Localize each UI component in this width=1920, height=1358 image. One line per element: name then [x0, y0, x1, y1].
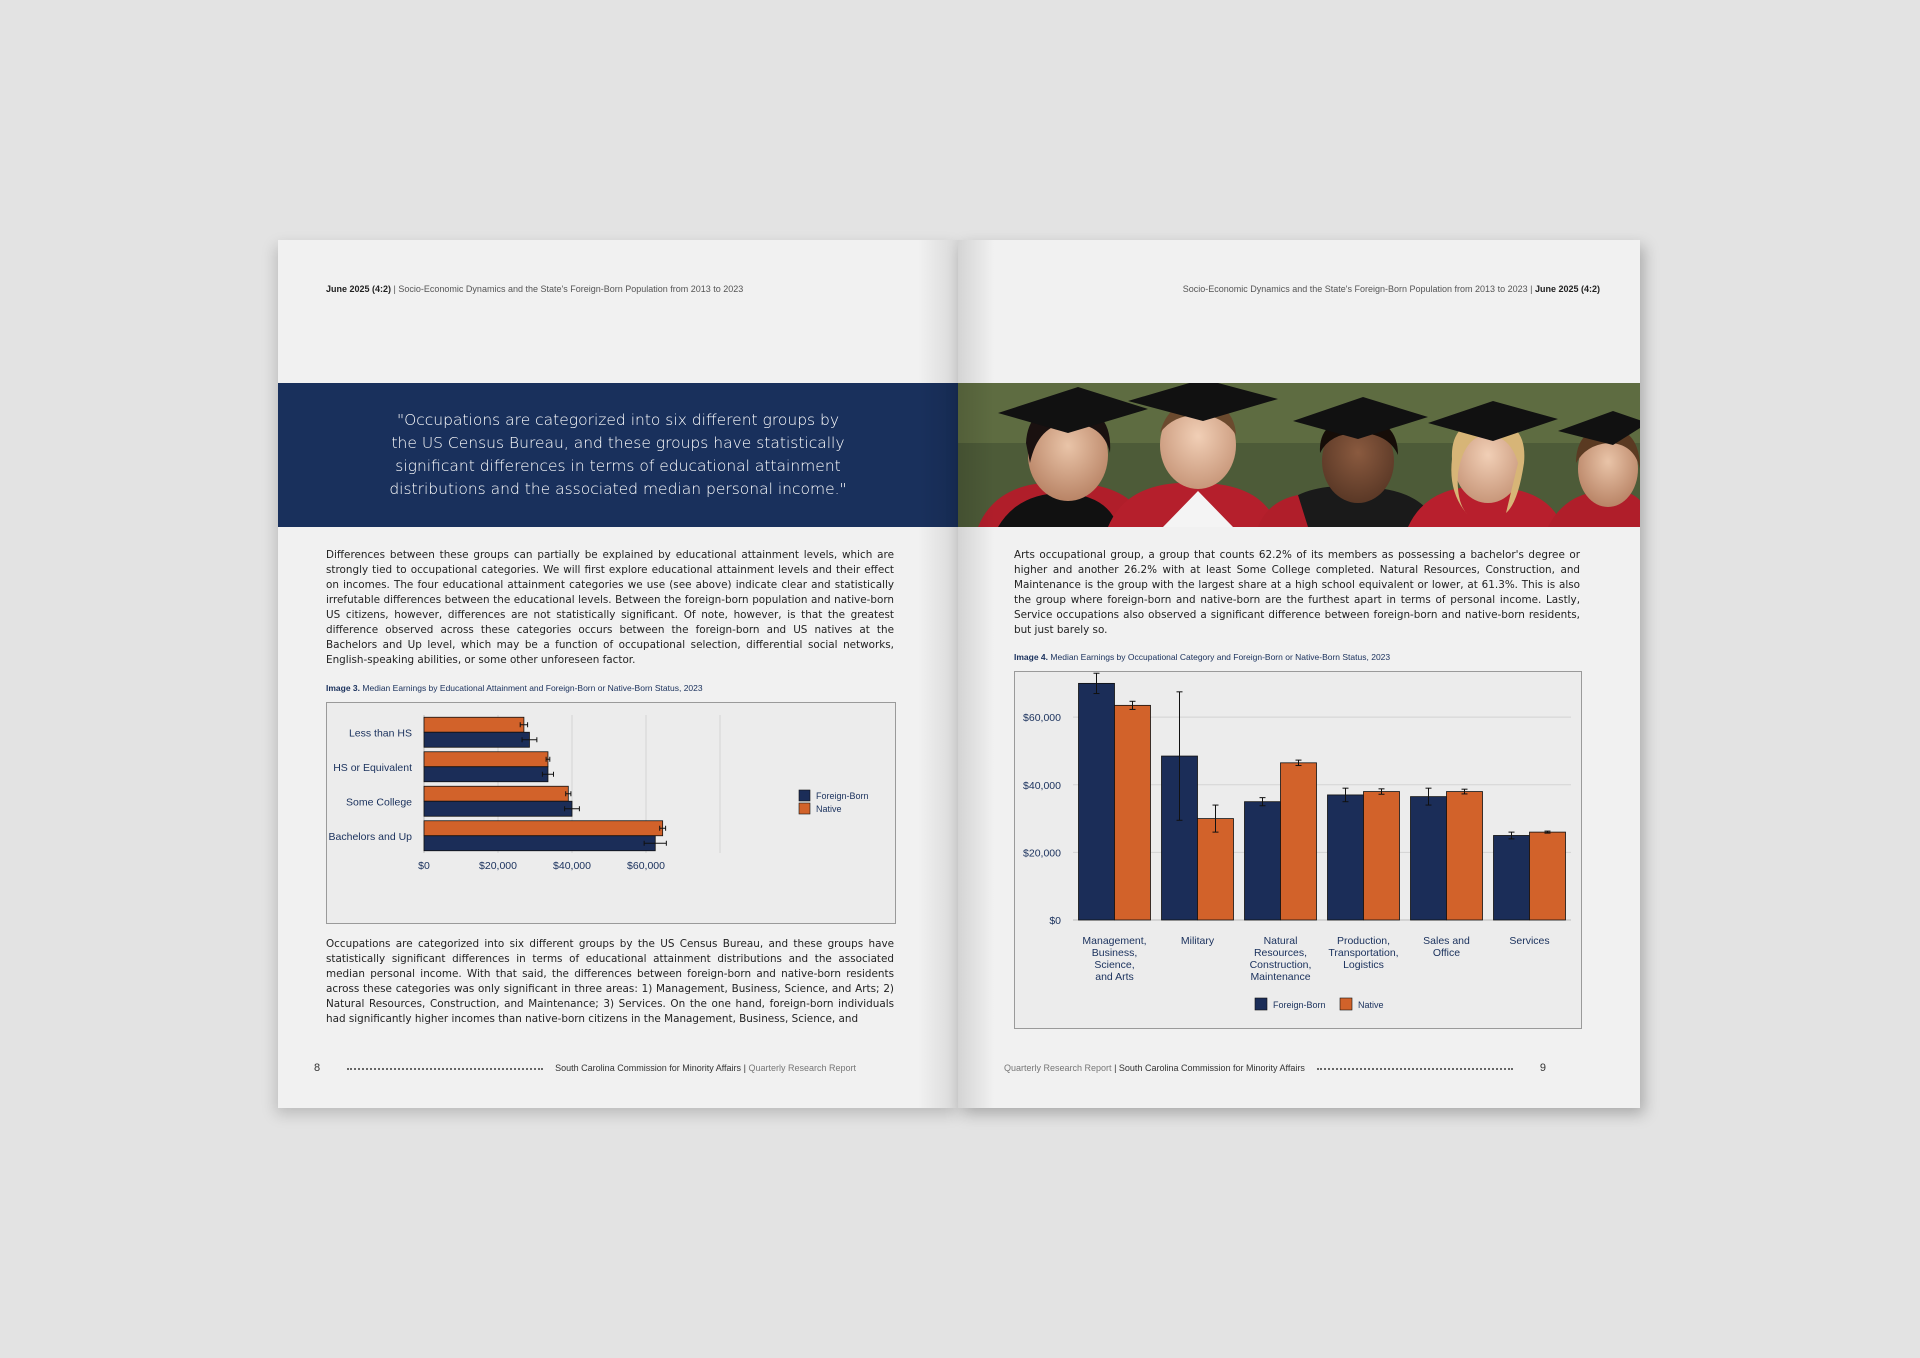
- legend-swatch: [1340, 998, 1352, 1010]
- gutter-shadow: [958, 240, 994, 1108]
- category-label: [1509, 935, 1549, 947]
- right-page: [958, 240, 1640, 1108]
- category-label-line: Management,: [1082, 935, 1147, 947]
- issue-label: June 2025 (4:2): [1534, 284, 1600, 294]
- body-paragraph: Differences between these groups can partially be explained by educational attainment levels, which are strongly tied to occupational categories. We will first explore educational attainment levels and their effect on incomes. The four educational attainment categories we use (see above) indicate clear and statistically irrefutable differences between the educational levels. Between the foreign-born population and native-born US citizens, however, differences are not statistically significant. Of note, however, is that the greatest difference observed across these categories occurs between the foreign-born and US natives at the Bachelors and Up level, which may be a function of occupational selection, differential social networks, English-speaking abilities, or some other unforeseen factor.: [326, 549, 894, 666]
- caption-text: Median Earnings by Educational Attainment and Foreign-Born or Native-Born Status, 2023: [362, 683, 703, 693]
- pull-quote: "Occupations are categorized into six different groups by the US Census Bureau, and these groups have statistically significant differences in terms of educational attainment distributions and the associated median personal income.": [389, 411, 847, 498]
- bar: [1447, 792, 1483, 920]
- report-title: Socio-Economic Dynamics and the State's Foreign-Born Population from 2013 to 2023: [1182, 284, 1528, 294]
- separator: |: [1530, 284, 1533, 294]
- earnings-education-chart: [326, 702, 896, 924]
- separator: |: [1114, 1063, 1117, 1073]
- bar: [424, 717, 524, 732]
- bar: [424, 801, 572, 816]
- caption-label: Image 4.: [1014, 652, 1049, 662]
- bar: [1198, 819, 1234, 920]
- category-label-line: Military: [1180, 935, 1215, 947]
- category-label: [1423, 935, 1470, 959]
- bar: [1115, 705, 1151, 920]
- bar: [424, 821, 663, 836]
- tick-label: $40,000: [1023, 779, 1061, 792]
- category-label-line: Maintenance: [1250, 971, 1311, 983]
- legend-label: Native: [816, 804, 842, 814]
- tick-label: $0: [418, 860, 430, 872]
- category-label-line: Science,: [1094, 959, 1135, 971]
- caption-text: Median Earnings by Occupational Category and Foreign-Born or Native-Born Status, 2023: [1050, 652, 1391, 662]
- running-head: [1183, 284, 1600, 294]
- bar: [1328, 795, 1364, 920]
- category-label: HS or Equivalent: [333, 761, 412, 774]
- category-label-line: and Arts: [1095, 971, 1134, 983]
- bar: [424, 752, 548, 767]
- category-label-line: Natural: [1263, 935, 1298, 947]
- graduates-illustration: [958, 383, 1640, 527]
- legend-swatch: [799, 790, 810, 801]
- body-paragraph: Arts occupational group, a group that counts 62.2% of its members as possessing a bachelor's degree or higher and another 26.2% with at least Some College completed. Natural Resources, Construction, and Maintenance is the group with the largest share at a high school equivalent or lower, at 61.3%. This is also the group where foreign-born and native-born are the furthest apart in terms of personal income. Lastly, Service occupations also observed a significant difference between foreign-born and native-born residents, but just barely so.: [1014, 549, 1580, 636]
- chart-canvas: [327, 703, 895, 923]
- footer-org: South Carolina Commission for Minority Affairs: [555, 1063, 742, 1073]
- tick-label: $40,000: [553, 860, 591, 872]
- page-footer: [1004, 1062, 1546, 1074]
- legend-label: Foreign-Born: [1273, 1000, 1326, 1010]
- tick-label: $60,000: [627, 860, 665, 872]
- page-number: 9: [1539, 1062, 1546, 1074]
- category-label: [1082, 935, 1146, 983]
- footer-report: Quarterly Research Report: [1004, 1063, 1112, 1073]
- separator: |: [743, 1063, 746, 1073]
- legend-swatch: [799, 803, 810, 814]
- chart-canvas: [1015, 672, 1581, 1028]
- caption-label: Image 3.: [326, 683, 361, 693]
- category-label: [1328, 935, 1398, 971]
- category-label-line: Business,: [1091, 947, 1138, 959]
- legend-label: Foreign-Born: [816, 791, 869, 801]
- figure-caption: [326, 683, 703, 693]
- pull-quote-band: [278, 383, 958, 527]
- category-label-line: Sales and: [1423, 935, 1470, 947]
- footer-report: Quarterly Research Report: [748, 1063, 856, 1073]
- leader-dots: [347, 1068, 543, 1070]
- magazine-spread: [278, 240, 1640, 1108]
- body-paragraph: Occupations are categorized into six different groups by the US Census Bureau, and these groups have statistically significant differences in terms of educational attainment distributions and the associated median personal income. With that said, the differences between foreign-born and native-born residents across these categories was only significant in three areas: 1) Management, Business, Science, and Arts; 2) Natural Resources, Construction, and Maintenance; 3) Services. On the one hand, foreign-born individuals had significantly higher incomes than native-born citizens in the Management, Business, Science, and: [326, 938, 894, 1025]
- tick-label: $60,000: [1023, 712, 1061, 725]
- category-label: [1181, 935, 1215, 947]
- tick-label: $20,000: [479, 860, 517, 872]
- left-page: [278, 240, 958, 1108]
- legend-label: Native: [1358, 1000, 1384, 1010]
- legend-swatch: [1255, 998, 1267, 1010]
- footer-org: South Carolina Commission for Minority Affairs: [1118, 1063, 1305, 1073]
- bar: [1245, 802, 1281, 920]
- category-label: Some College: [346, 796, 412, 809]
- bar: [1364, 792, 1400, 920]
- bar: [424, 836, 655, 851]
- category-label-line: Office: [1432, 947, 1461, 959]
- category-label-line: Transportation,: [1328, 947, 1399, 959]
- tick-label: $0: [1049, 915, 1061, 927]
- report-title: Socio-Economic Dynamics and the State's Foreign-Born Population from 2013 to 2023: [398, 284, 744, 294]
- separator: |: [393, 284, 396, 294]
- category-label-line: Services: [1509, 935, 1550, 947]
- bar: [1079, 683, 1115, 920]
- bar: [424, 786, 568, 801]
- bar: [424, 767, 548, 782]
- category-label-line: Production,: [1336, 935, 1391, 947]
- tick-label: $20,000: [1023, 847, 1061, 860]
- category-label: Less than HS: [348, 727, 412, 740]
- earnings-occupation-chart: [1014, 671, 1582, 1029]
- leader-dots: [1317, 1068, 1513, 1070]
- page-number: 8: [314, 1062, 321, 1074]
- bar: [1494, 835, 1530, 920]
- gutter-shadow: [918, 240, 958, 1108]
- bar: [1530, 832, 1566, 920]
- graduates-photo: [958, 383, 1640, 527]
- bar: [1411, 797, 1447, 920]
- page-footer: [314, 1062, 856, 1074]
- category-label-line: Logistics: [1343, 959, 1384, 971]
- bar: [424, 732, 529, 747]
- category-label: [1250, 935, 1312, 983]
- category-label-line: Construction,: [1249, 959, 1312, 971]
- category-label: Bachelors and Up: [328, 830, 412, 843]
- category-label-line: Resources,: [1253, 947, 1308, 959]
- figure-caption: [1014, 652, 1390, 662]
- bar: [1281, 763, 1317, 920]
- running-head: [326, 284, 743, 294]
- issue-label: June 2025 (4:2): [326, 284, 392, 294]
